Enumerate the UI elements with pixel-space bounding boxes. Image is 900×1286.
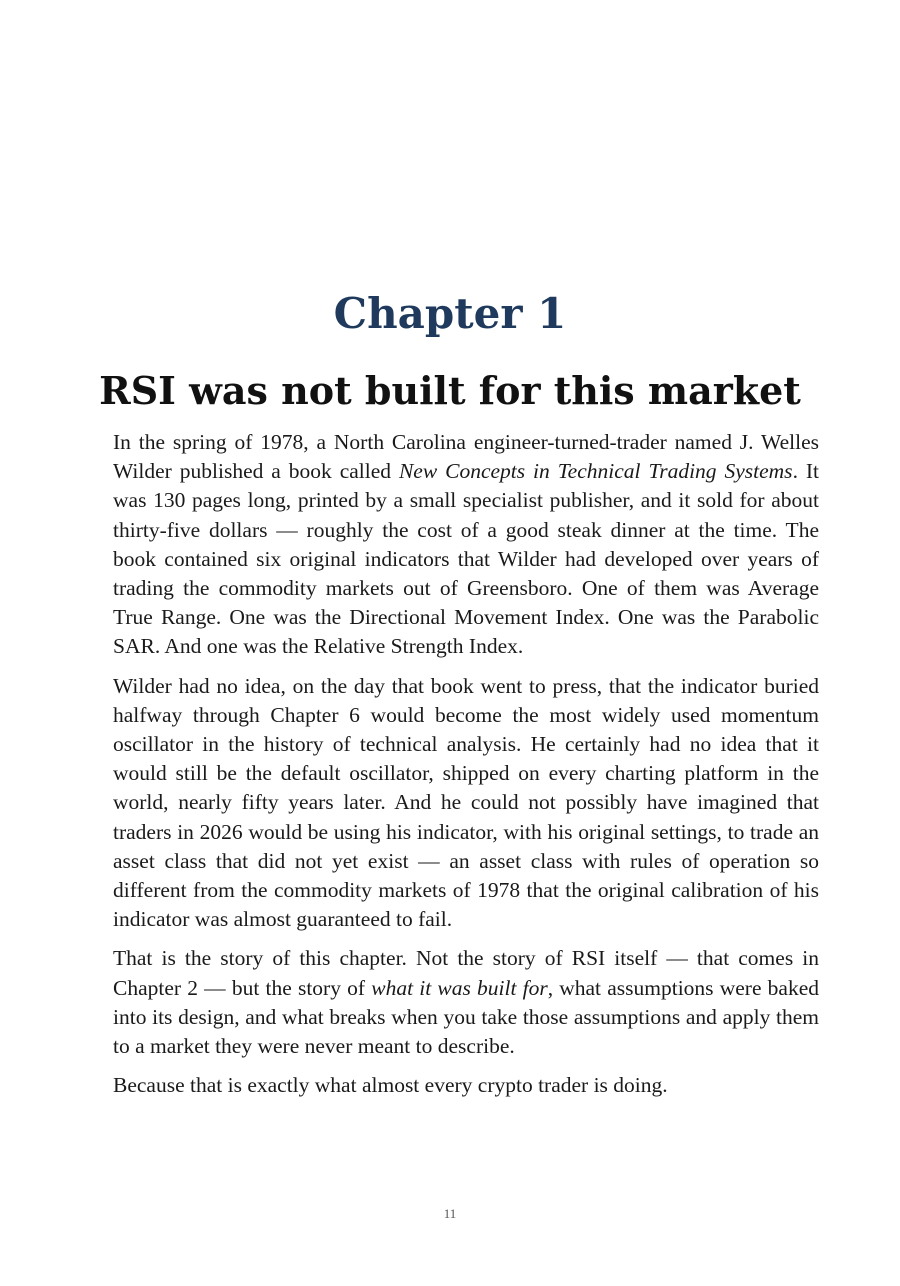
paragraph-2: Wilder had no idea, on the day that book went to press, that the indicator buried halfway through Chapter 6 would become the most widely used momentum oscillator in the history of technical analysis. He certainly had no idea that it would still be the default oscillator, shipped on every charting platform in the world, nearly fifty years later. And he could not possibly have imagined that traders in 2026 would be using his indicator, with his original settings, to trade an asset class that did not yet exist — an asset class with rules of operation so different from the commodity markets of 1978 that the original calibration of his indicator was almost guaranteed to fail. bbox=[113, 673, 819, 932]
paragraph-3-text-after: , what assumptions were baked into its design, and what breaks when you take those assumptions and apply them to a market they were never meant to describe. bbox=[113, 975, 819, 1059]
paragraph-4: Because that is exactly what almost every crypto trader is doing. bbox=[113, 1073, 668, 1098]
chapter-title: RSI was not built for this market bbox=[99, 368, 801, 413]
emphasis-italic: what it was built for bbox=[371, 975, 548, 1000]
paragraph-3 bbox=[113, 944, 819, 1061]
chapter-body bbox=[113, 428, 819, 1110]
chapter-number: Chapter 1 bbox=[333, 289, 567, 338]
paragraph-1-text-before: In the spring of 1978, a North Carolina engineer-turned-trader named J. Welles Wilder published a book called bbox=[113, 430, 819, 484]
paragraph-1-text-after: . It was 130 pages long, printed by a small specialist publisher, and it sold for about thirty-five dollars — roughly the cost of a good steak dinner at the time. The book contained six original indicators that Wilder had developed over years of trading the commodity markets out of Greensboro. One of them was Average True Range. One was the Directional Movement Index. One was the Parabolic SAR. And one was the Relative Strength Index. bbox=[113, 459, 819, 659]
paragraph-3-text-before: That is the story of this chapter. Not the story of RSI itself — that comes in Chapter 2 — but the story of bbox=[113, 946, 819, 1000]
paragraph-1 bbox=[113, 428, 819, 662]
book-title-italic: New Concepts in Technical Trading Systems bbox=[398, 459, 793, 484]
page-number: 11 bbox=[443, 1206, 457, 1221]
